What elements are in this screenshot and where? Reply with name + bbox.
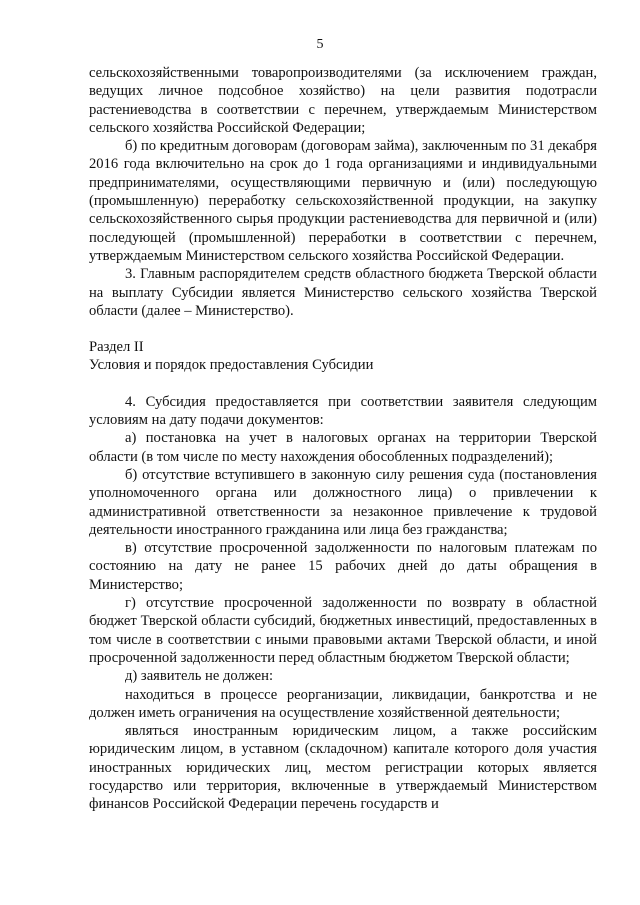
paragraph-item-4: 4. Субсидия предоставляется при соответствии заявителя следующим условиям на дату подачи документов: bbox=[89, 393, 597, 429]
paragraph-clause-b: б) по кредитным договорам (договорам займа), заключенным по 31 декабря 2016 года включительно на срок до 1 года организациями и индивидуальными предпринимателями, осуществляющими первичную и (или) последующую (промышленную) переработку сельскохозяйственной продукции, на закупку сельскохозяйственного сырья продукции растениеводства для первичной и (или) последующей (промышленной) переработки в соответствии с перечнем, утверждаемым Министерством сельского хозяйства Российской Федерации. bbox=[89, 138, 597, 264]
paragraph-condition-b: б) отсутствие вступившего в законную силу решения суда (постановления уполномоченного органа или должностного лица) о привлечении к административной ответственности за незаконное привлечение к трудовой деятельности иностранного гражданина или лица без гражданства; bbox=[89, 466, 597, 538]
paragraph-condition-a: а) постановка на учет в налоговых органах на территории Тверской области (в том числе по месту нахождения обособленных подразделений); bbox=[89, 430, 597, 465]
paragraph-item-3: 3. Главным распорядителем средств областного бюджета Тверской области на выплату Субсидии является Министерство сельского хозяйства Тверской области (далее – Министерство). bbox=[89, 266, 597, 319]
paragraph-condition-v: в) отсутствие просроченной задолженности по налоговым платежам по состоянию на дату не ранее 15 рабочих дней до даты обращения в Министерство; bbox=[89, 540, 597, 593]
paragraph-condition-d-1: находиться в процессе реорганизации, ликвидации, банкротства и не должен иметь ограничения на осуществление хозяйственной деятельности; bbox=[89, 686, 597, 721]
paragraph-condition-g: г) отсутствие просроченной задолженности по возврату в областной бюджет Тверской области субсидий, бюджетных инвестиций, предоставленных в том числе в соответствии с иными правовыми актами Тверской области, и иной просроченной задолженности перед областным бюджетом Тверской области; bbox=[89, 595, 597, 666]
page-number: 5 bbox=[316, 37, 324, 52]
section-heading: Раздел II bbox=[89, 339, 144, 356]
section-title: Условия и порядок предоставления Субсидии bbox=[89, 357, 374, 374]
paragraph-continuation: сельскохозяйственными товаропроизводителями (за исключением граждан, ведущих личное подсобное хозяйство) на цели развития подотрасли растениеводства в соответствии с перечнем, утверждаемым Министерством сельского хозяйства Российской Федерации; bbox=[89, 65, 597, 136]
paragraph-condition-d: д) заявитель не должен: bbox=[125, 668, 274, 685]
paragraph-condition-d-2: являться иностранным юридическим лицом, а также российским юридическим лицом, в уставном (складочном) капитале которого доля участия иностранных юридических лиц, местом регистрации которых является государство или территория, включенные в утверждаемый Министерством финансов Российской Федерации перечень государств и bbox=[89, 723, 597, 813]
document-body bbox=[89, 64, 597, 814]
